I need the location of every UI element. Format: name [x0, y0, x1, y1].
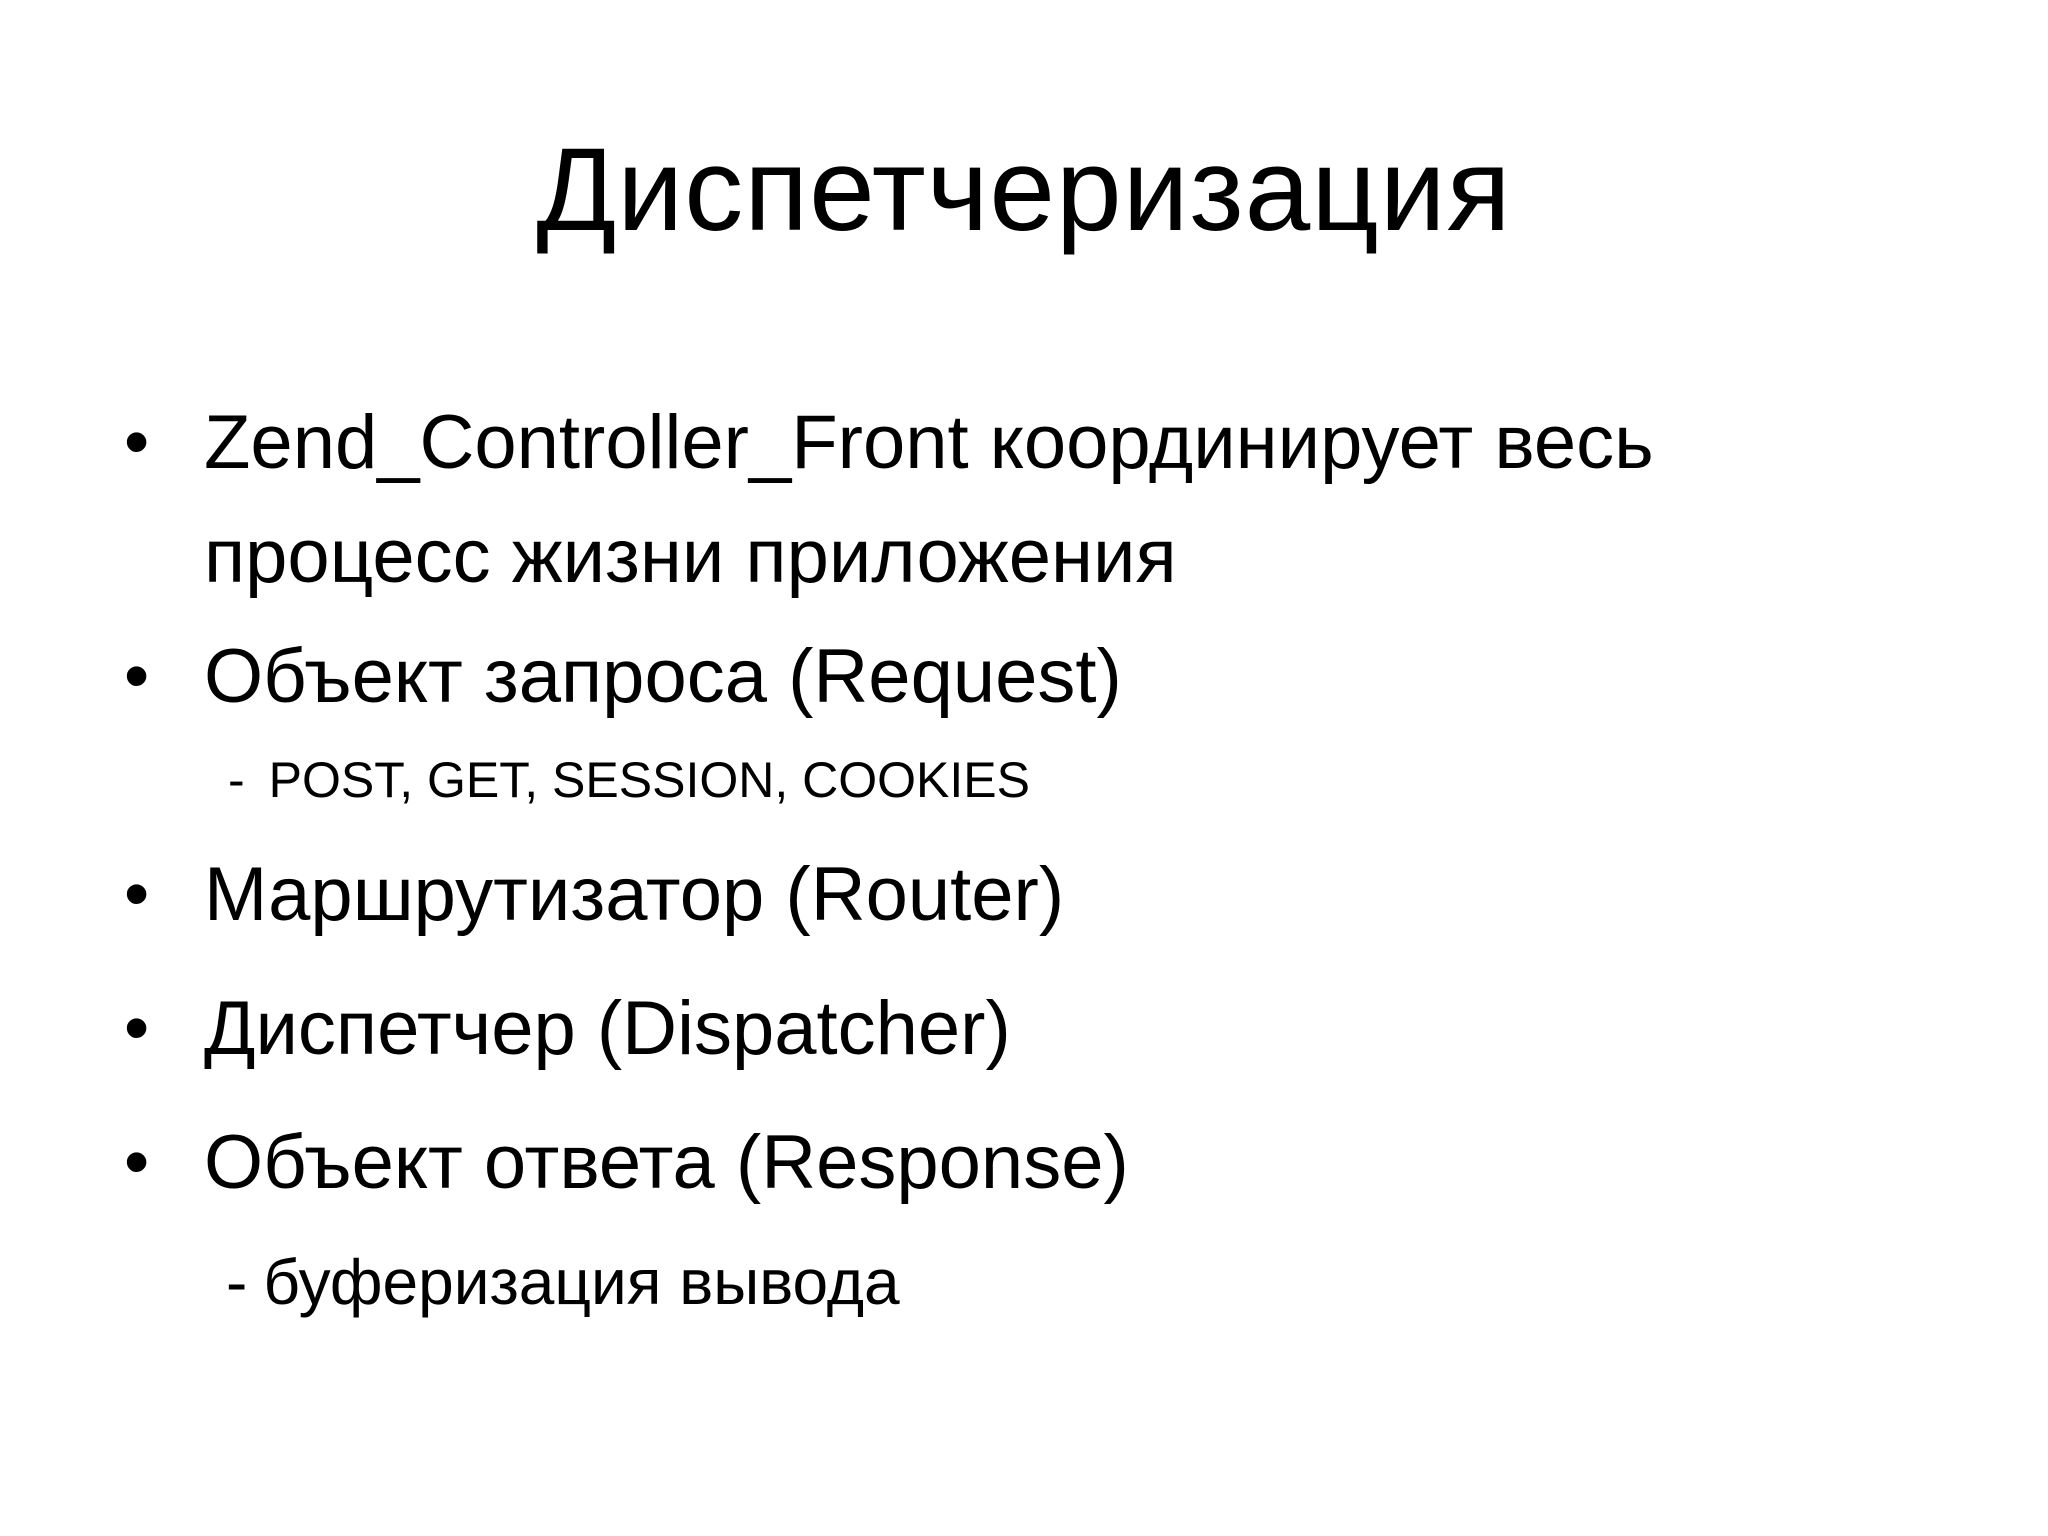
- bullet-icon: •: [124, 636, 150, 716]
- sub-item-text: буферизация вывода: [263, 1246, 900, 1318]
- sub-item-text: POST, GET, SESSION, COOKIES: [268, 752, 1030, 808]
- bullet-text: [204, 1106, 1964, 1220]
- bullet-line: Объект запроса (Request): [204, 634, 1122, 719]
- sub-item-output-buffering: [226, 1240, 1926, 1324]
- bullet-text: [204, 972, 1964, 1086]
- bullet-icon: •: [124, 988, 150, 1068]
- bullet-line: Диспетчер (Dispatcher): [204, 986, 1011, 1071]
- bullet-text: [204, 386, 1964, 614]
- bullet-line: процесс жизни приложения: [204, 514, 1177, 599]
- bullet-text: [204, 838, 1964, 952]
- dash-icon: -: [228, 752, 245, 808]
- bullet-icon: •: [124, 402, 150, 482]
- bullet-icon: •: [124, 1122, 150, 1202]
- bullet-line: Маршрутизатор (Router): [204, 852, 1065, 937]
- bullet-line: Zend_Controller_Front координирует весь: [204, 400, 1654, 485]
- dash-icon: -: [226, 1246, 248, 1318]
- bullet-icon: •: [124, 854, 150, 934]
- slide-title: Диспетчеризация: [536, 124, 1512, 256]
- bullet-line: Объект ответа (Response): [204, 1120, 1129, 1205]
- bullet-text: [204, 620, 1964, 734]
- sub-item-request-params: [228, 746, 1928, 814]
